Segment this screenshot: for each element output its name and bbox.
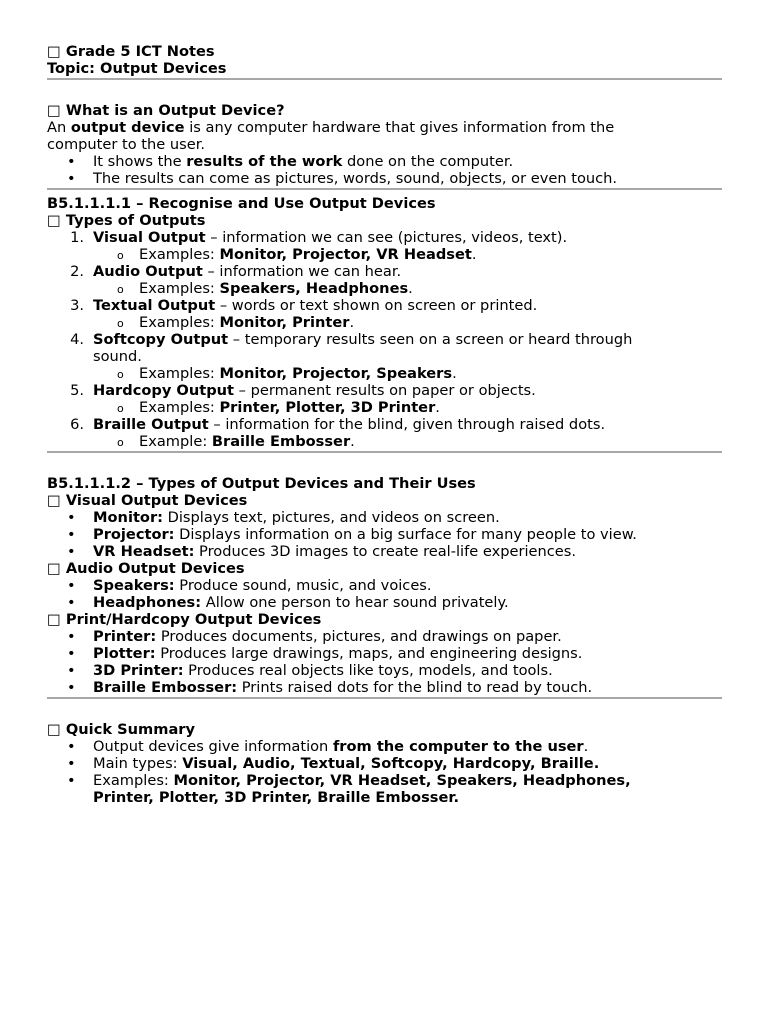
list-item: 2. Audio Output – information we can hear. (70, 263, 402, 280)
list-item-cont: Printer, Plotter, 3D Printer, Braille Embosser. (93, 789, 460, 806)
list-item: • Braille Embosser: Prints raised dots for the blind to read by touch. (47, 679, 722, 696)
box-icon: □ (47, 560, 61, 577)
box-icon: □ (47, 102, 61, 119)
box-icon: □ (47, 721, 61, 738)
box-icon: □ (47, 492, 61, 509)
divider (47, 451, 722, 453)
intro-heading: □ What is an Output Device? (47, 102, 285, 119)
list-item: 5. Hardcopy Output – permanent results on paper or objects. (70, 382, 536, 399)
list-item: • Plotter: Produces large drawings, maps, and engineering designs. (47, 645, 722, 662)
group-heading: □ Visual Output Devices (47, 492, 248, 509)
document (47, 43, 722, 806)
divider (47, 188, 722, 190)
section-code: B5.1.1.1.2 – Types of Output Devices and Their Uses (47, 475, 476, 492)
list-item-cont: sound. (93, 348, 142, 365)
list-item: • The results can come as pictures, words, sound, objects, or even touch. (47, 170, 722, 187)
intro-paragraph: An output device is any computer hardware that gives information from the (47, 119, 615, 136)
print-devices-list (47, 628, 722, 696)
group-heading: □ Audio Output Devices (47, 560, 245, 577)
box-icon: □ (47, 212, 61, 229)
list-item: • Printer: Produces documents, pictures, and drawings on paper. (47, 628, 722, 645)
output-types-list (47, 229, 722, 450)
list-item: • Projector: Displays information on a big surface for many people to view. (47, 526, 722, 543)
list-item: 1. Visual Output – information we can see (pictures, videos, text). (70, 229, 568, 246)
divider (47, 697, 722, 699)
divider (47, 78, 722, 80)
example-item: o Examples: Printer, Plotter, 3D Printer. (47, 399, 722, 416)
example-item: o Example: Braille Embosser. (47, 433, 722, 450)
box-icon: □ (47, 43, 61, 60)
list-item: • VR Headset: Produces 3D images to create real-life experiences. (47, 543, 722, 560)
list-item: • Output devices give information from the computer to the user. (47, 738, 722, 755)
list-item: 3. Textual Output – words or text shown on screen or printed. (70, 297, 538, 314)
list-item: • Speakers: Produce sound, music, and voices. (47, 577, 722, 594)
box-icon: □ (47, 611, 61, 628)
list-item: • It shows the results of the work done on the computer. (47, 153, 722, 170)
list-item: • Examples: Monitor, Projector, VR Headset, Speakers, Headphones, (47, 772, 722, 789)
example-item: o Examples: Monitor, Projector, Speakers. (47, 365, 722, 382)
list-item: 6. Braille Output – information for the blind, given through raised dots. (70, 416, 606, 433)
summary-list (47, 738, 722, 806)
list-item: • 3D Printer: Produces real objects like toys, models, and tools. (47, 662, 722, 679)
visual-devices-list (47, 509, 722, 560)
doc-title: □ Grade 5 ICT Notes (47, 43, 215, 60)
group-heading: □ Print/Hardcopy Output Devices (47, 611, 322, 628)
list-item: 4. Softcopy Output – temporary results seen on a screen or heard through (70, 331, 633, 348)
list-item: • Main types: Visual, Audio, Textual, Softcopy, Hardcopy, Braille. (47, 755, 722, 772)
intro-bullets (47, 153, 722, 187)
list-item: • Headphones: Allow one person to hear sound privately. (47, 594, 722, 611)
summary-heading: □ Quick Summary (47, 721, 195, 738)
example-item: o Examples: Monitor, Projector, VR Headset. (47, 246, 722, 263)
intro-paragraph-cont: computer to the user. (47, 136, 206, 153)
doc-topic: Topic: Output Devices (47, 60, 227, 77)
example-item: o Examples: Speakers, Headphones. (47, 280, 722, 297)
section-heading: □ Types of Outputs (47, 212, 206, 229)
section-code: B5.1.1.1.1 – Recognise and Use Output Devices (47, 195, 436, 212)
list-item: • Monitor: Displays text, pictures, and videos on screen. (47, 509, 722, 526)
audio-devices-list (47, 577, 722, 611)
example-item: o Examples: Monitor, Printer. (47, 314, 722, 331)
